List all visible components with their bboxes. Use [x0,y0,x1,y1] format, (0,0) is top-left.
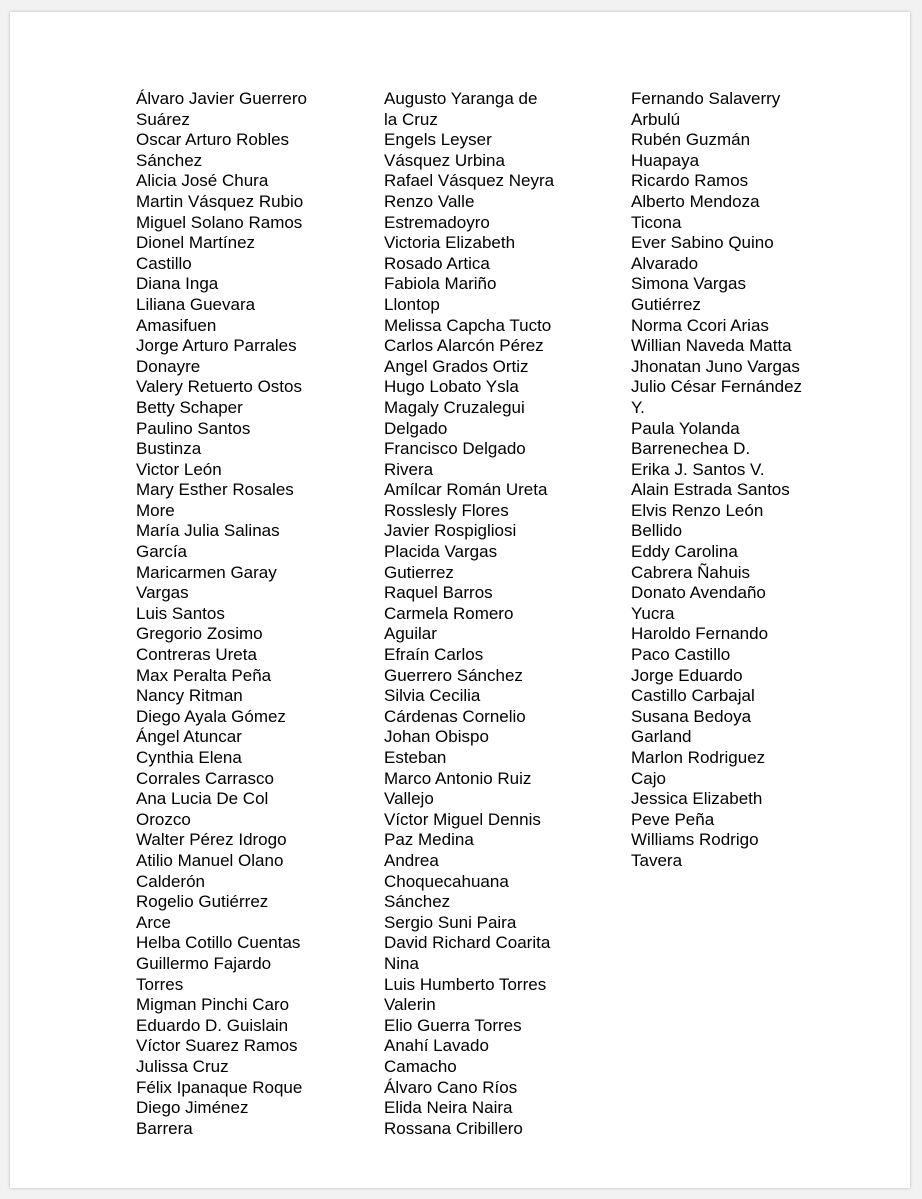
name-line: Raquel Barros [384,583,493,603]
name-line: Donayre [136,356,201,376]
name-line: Jessica Elizabeth [631,789,763,809]
name-line: Oscar Arturo Robles [136,130,290,150]
name-line: Max Peralta Peña [136,665,272,685]
name-line: Placida Vargas [384,542,498,562]
name-line: Marco Antonio Ruiz [384,768,532,788]
name-line: Tavera [631,850,683,870]
name-line: Rivera [384,459,434,479]
name-line: Elida Neira Naira [384,1098,513,1118]
name-line: Vásquez Urbina [384,150,505,170]
name-line: Francisco Delgado [384,439,526,459]
name-line: Amílcar Román Ureta [384,480,548,500]
name-line: Valery Retuerto Ostos [136,377,302,397]
name-line: Cynthia Elena [136,748,242,767]
name-line: Augusto Yaranga de [384,89,538,108]
name-line: Norma Ccori Arias [631,315,769,335]
name-line: Liliana Guevara [136,294,256,314]
name-line: Amasifuen [136,315,217,335]
name-line: Contreras Ureta [136,645,257,665]
name-line: Alicia José Chura [136,171,269,191]
name-line: Calderón [136,871,205,891]
name-line: Elvis Renzo León [631,500,764,520]
name-line: Johan Obispo [384,727,489,747]
name-line: Susana Bedoya [631,706,752,726]
name-line: Hugo Lobato Ysla [384,377,519,397]
name-line: Garland [631,727,692,747]
name-line: Castillo Carbajal [631,686,755,706]
name-line: Y. [631,397,645,417]
name-line: Anahí Lavado [384,1036,489,1056]
name-line: Félix Ipanaque Roque [136,1077,303,1097]
name-line: Camacho [384,1056,457,1076]
name-line: Erika J. Santos V. [631,459,765,479]
name-line: Arce [136,912,171,932]
name-line: María Julia Salinas [136,521,280,541]
name-line: Orozco [136,809,191,829]
name-line: Huapaya [631,150,700,170]
name-line: Marlon Rodriguez [631,748,766,767]
name-line: Victoria Elizabeth [384,233,516,253]
name-line: Llontop [384,294,440,314]
name-line: Willian Naveda Matta [631,336,792,356]
name-line: Helba Cotillo Cuentas [136,933,301,953]
name-line: Vallejo [384,789,434,809]
name-line: David Richard Coarita [384,933,551,953]
name-line: Renzo Valle [384,191,475,211]
name-line: Maricarmen Garay [136,562,277,582]
name-line: Jorge Eduardo [631,665,743,685]
name-line: Williams Rodrigo [631,830,759,850]
name-line: Fabiola Mariño [384,274,497,294]
name-line: Rubén Guzmán [631,130,751,150]
name-line: Diego Ayala Gómez [136,706,286,726]
name-line: Guerrero Sánchez [384,665,523,685]
name-line: Dionel Martínez [136,233,256,253]
name-line: Ever Sabino Quino [631,233,774,253]
name-line: Rogelio Gutiérrez [136,892,269,912]
name-line: Gutierrez [384,562,454,582]
name-line: Javier Rospigliosi [384,521,517,541]
name-line: Nina [384,953,419,973]
name-line: Rossana Cribillero [384,1118,523,1138]
name-line: Betty Schaper [136,397,243,417]
name-line: Efraín Carlos [384,645,484,665]
name-line: Eddy Carolina [631,542,738,562]
name-line: Ticona [631,212,682,232]
name-line: Mary Esther Rosales [136,480,294,500]
name-line: Corrales Carrasco [136,768,274,788]
names-column-1 [136,89,307,1139]
name-line: Carmela Romero [384,603,514,623]
name-line: Elio Guerra Torres [384,1015,522,1035]
name-line: Bustinza [136,439,202,459]
name-line: Cárdenas Cornelio [384,706,526,726]
name-line: Valerin [384,995,436,1015]
name-line: Delgado [384,418,448,438]
names-column-2 [384,89,554,1139]
name-line: Estremadoyro [384,212,490,232]
name-line: Andrea [384,850,439,870]
name-line: Miguel Solano Ramos [136,212,303,232]
name-line: Paz Medina [384,830,474,850]
name-line: Ricardo Ramos [631,171,749,191]
name-line: Esteban [384,748,447,767]
name-line: Haroldo Fernando [631,624,769,644]
name-line: Arbulú [631,109,681,129]
name-line: Sánchez [136,150,203,170]
name-line: Victor León [136,459,222,479]
name-line: Víctor Suarez Ramos [136,1036,298,1056]
name-line: Aguilar [384,624,437,644]
name-line: Rosado Artica [384,253,490,273]
name-line: Sergio Suni Paira [384,912,517,932]
name-line: Cajo [631,768,666,788]
name-line: Alvarado [631,253,699,273]
name-line: Migman Pinchi Caro [136,995,290,1015]
name-line: Suárez [136,109,190,129]
name-line: Torres [136,974,184,994]
name-line: Ana Lucia De Col [136,789,269,809]
name-line: Castillo [136,253,192,273]
name-line: Paula Yolanda [631,418,740,438]
name-line: Víctor Miguel Dennis [384,809,541,829]
name-line: Peve Peña [631,809,715,829]
name-line: Gutiérrez [631,294,701,314]
document-page [10,12,910,1188]
name-line: Luis Santos [136,603,225,623]
name-line: Diego Jiménez [136,1098,249,1118]
name-line: Alain Estrada Santos [631,480,790,500]
name-line: Fernando Salaverry [631,89,781,108]
name-line: Julissa Cruz [136,1056,229,1076]
name-line: Atilio Manuel Olano [136,850,284,870]
name-line: Julio César Fernández [631,377,803,397]
name-line: Jhonatan Juno Vargas [631,356,800,376]
name-line: Álvaro Javier Guerrero [136,89,308,108]
name-line: Álvaro Cano Ríos [384,1077,518,1097]
name-line: Paulino Santos [136,418,251,438]
name-line: Rafael Vásquez Neyra [384,171,555,191]
name-line: Simona Vargas [631,274,746,294]
name-line: Bellido [631,521,683,541]
names-column-3 [631,89,802,872]
name-line: Ángel Atuncar [136,727,242,747]
name-line: Barrera [136,1118,193,1138]
name-line: Walter Pérez Idrogo [136,830,287,850]
name-line: Eduardo D. Guislain [136,1015,289,1035]
name-line: Diana Inga [136,274,219,294]
name-line: García [136,542,188,562]
name-line: Guillermo Fajardo [136,953,272,973]
name-line: Carlos Alarcón Pérez [384,336,544,356]
name-line: Barrenechea D. [631,439,751,459]
name-line: Choquecahuana [384,871,509,891]
name-line: Martin Vásquez Rubio [136,191,304,211]
name-line: Yucra [631,603,675,623]
name-line: Sánchez [384,892,451,912]
name-line: Alberto Mendoza [631,191,760,211]
name-line: Nancy Ritman [136,686,243,706]
name-line: Magaly Cruzalegui [384,397,525,417]
name-line: Cabrera Ñahuis [631,562,751,582]
name-line: Jorge Arturo Parrales [136,336,297,356]
name-line: Paco Castillo [631,645,731,665]
name-line: la Cruz [384,109,438,129]
name-line: Angel Grados Ortiz [384,356,529,376]
name-line: Rosslesly Flores [384,500,509,520]
name-line: Donato Avendaño [631,583,766,603]
name-line: Silvia Cecilia [384,686,481,706]
name-line: More [136,500,175,520]
name-line: Gregorio Zosimo [136,624,263,644]
name-line: Melissa Capcha Tucto [384,315,552,335]
name-line: Luis Humberto Torres [384,974,547,994]
name-line: Engels Leyser [384,130,492,150]
name-line: Vargas [136,583,189,603]
